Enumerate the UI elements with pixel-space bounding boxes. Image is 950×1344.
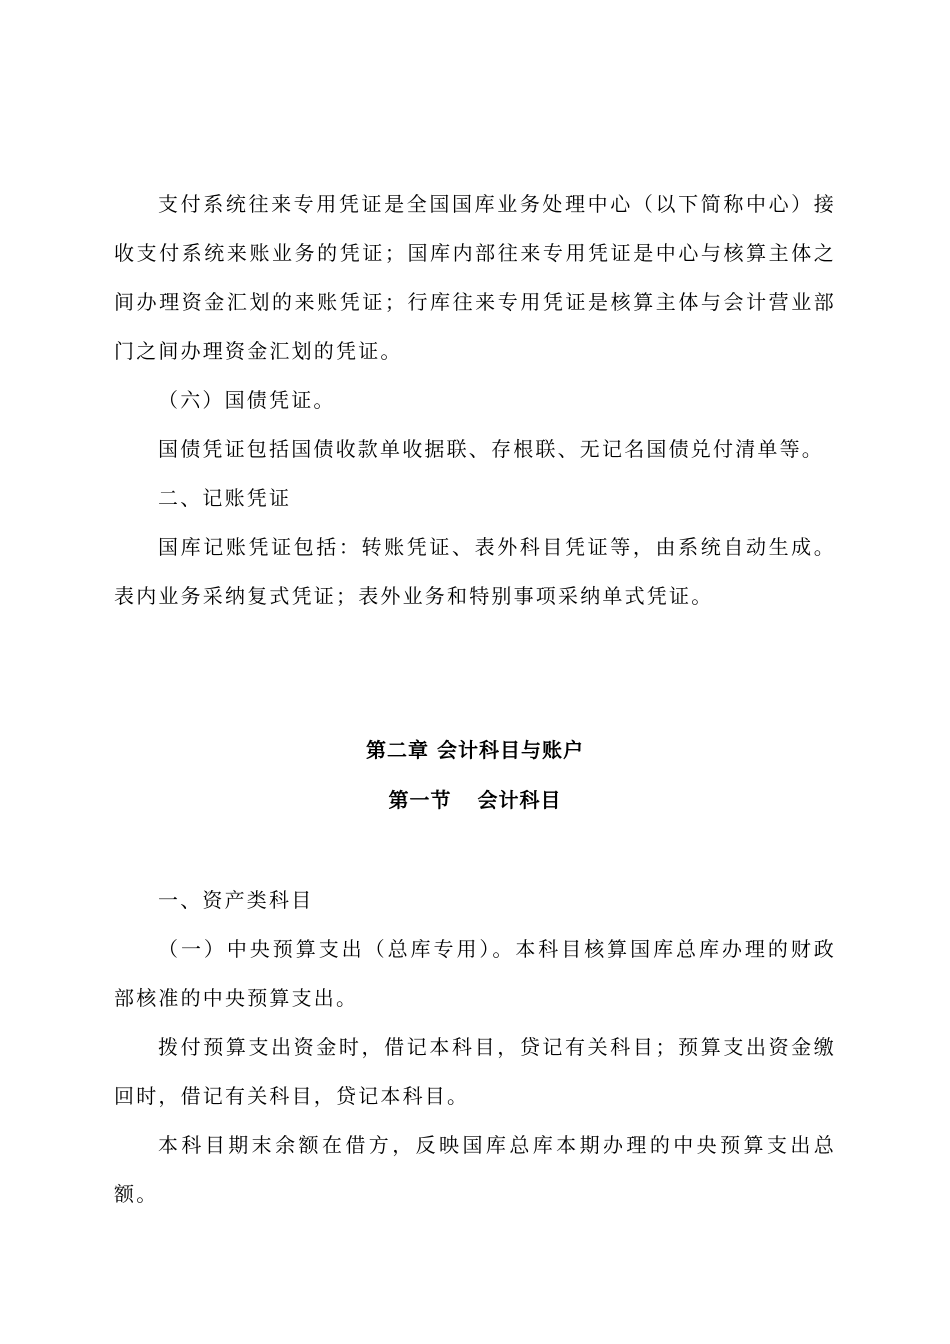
section-title <box>0 785 950 815</box>
paragraph-heading-bookkeeping: 二、记账凭证 <box>158 486 292 510</box>
paragraph-allocation-entries: 拨付预算支出资金时，借记本科目，贷记有关科目；预算支出资金缴回时，借记有关科目，贷记本科目。 <box>114 1035 836 1108</box>
section-number: 第一节 <box>388 788 452 812</box>
section-name: 会计科目 <box>477 788 562 812</box>
paragraph-bookkeeping-vouchers: 国库记账凭证包括：转账凭证、表外科目凭证等，由系统自动生成。表内业务采纳复式凭证；表外业务和特别事项采纳单式凭证。 <box>114 535 836 608</box>
chapter-title: 第二章 会计科目与账户 <box>366 738 584 762</box>
paragraph-payment-vouchers: 支付系统往来专用凭证是全国国库业务处理中心（以下简称中心）接收支付系统来账业务的凭证；国库内部往来专用凭证是中心与核算主体之间办理资金汇划的来账凭证；行库往来专用凭证是核算主体与会计营业部门之间办理资金汇划的凭证。 <box>114 192 836 363</box>
paragraph-item-six: （六）国债凭证。 <box>158 388 336 412</box>
paragraph-central-budget-expenditure: （一）中央预算支出（总库专用）。本科目核算国库总库办理的财政部核准的中央预算支出。 <box>114 937 836 1010</box>
paragraph-period-end-balance: 本科目期末余额在借方，反映国库总库本期办理的中央预算支出总额。 <box>114 1133 836 1206</box>
paragraph-asset-accounts: 一、资产类科目 <box>158 888 314 912</box>
paragraph-bond-vouchers: 国债凭证包括国债收款单收据联、存根联、无记名国债兑付清单等。 <box>158 437 824 461</box>
